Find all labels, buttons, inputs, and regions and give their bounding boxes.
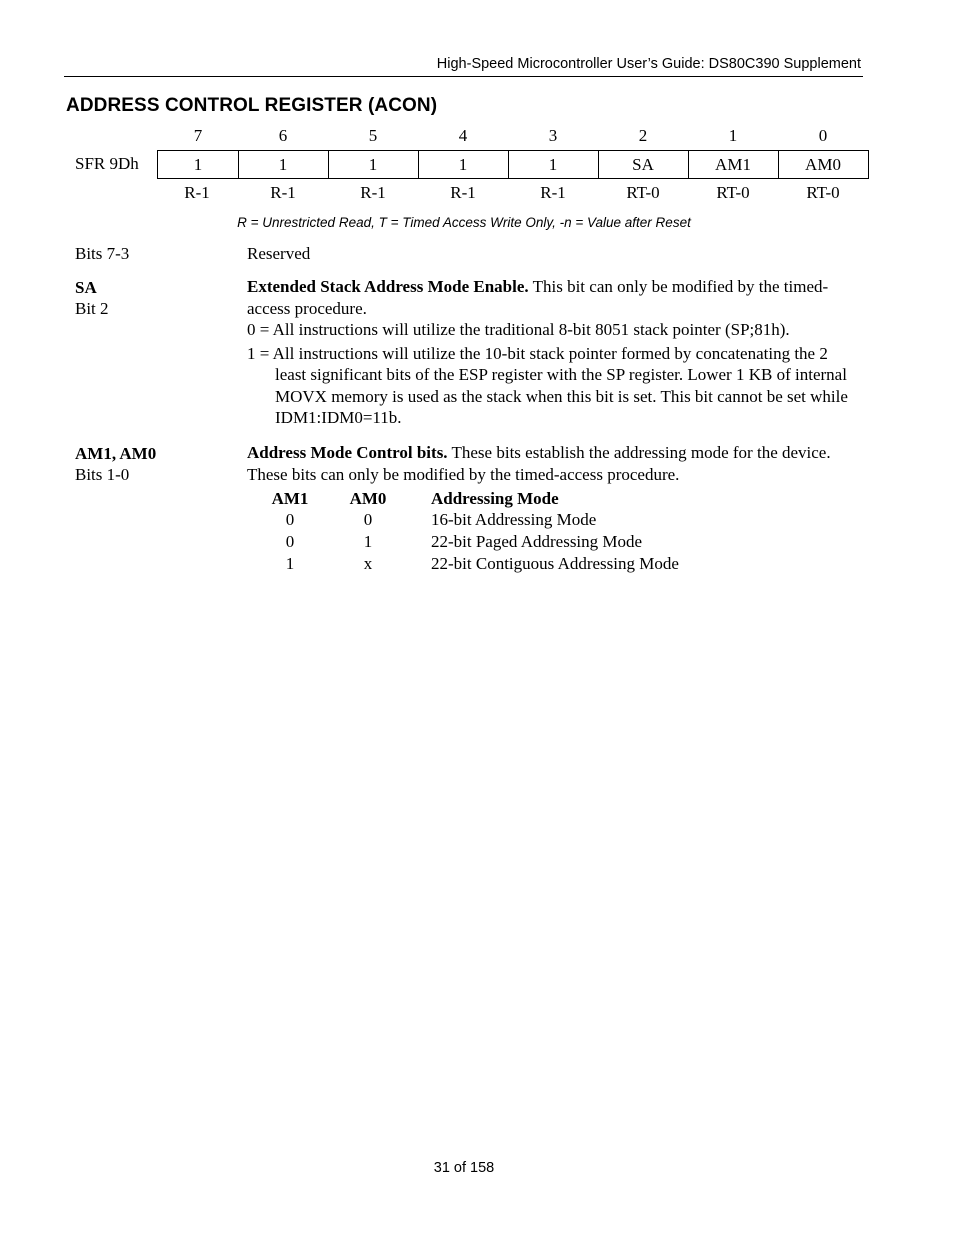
bit-number: 1: [728, 126, 738, 145]
am-bits-name: AM1, AM0: [75, 444, 157, 463]
bit-number: 6: [278, 126, 288, 145]
register-bit-cell: 1: [278, 155, 288, 174]
am-bits-label: [75, 443, 156, 485]
table-header-mode: Addressing Mode: [431, 489, 559, 508]
table-header-am0: AM0: [349, 489, 387, 508]
sa-bit-description: [247, 276, 857, 429]
header-rule: [64, 76, 863, 77]
sa-option-0: 0 = All instructions will utilize the traditional 8-bit 8051 stack pointer (SP;81h).: [247, 320, 790, 339]
sfr-address-label: SFR 9Dh: [75, 154, 139, 173]
table-cell: 0: [285, 510, 295, 529]
reset-value: RT-0: [626, 183, 660, 202]
reset-value: RT-0: [806, 183, 840, 202]
sa-bit-label: [75, 277, 109, 319]
table-cell: 16-bit Addressing Mode: [431, 510, 597, 529]
sa-description-paragraph: [247, 276, 857, 319]
running-header: High-Speed Microcontroller User’s Guide: DS80C390 Supplement: [436, 56, 861, 72]
reset-value: R-1: [450, 183, 476, 202]
table-cell: 1: [285, 554, 295, 573]
page-title: ADDRESS CONTROL REGISTER (ACON): [66, 95, 438, 116]
reset-value: R-1: [360, 183, 386, 202]
bit-number: 7: [193, 126, 203, 145]
register-bit-cell: 1: [193, 155, 203, 174]
bit-number: 0: [818, 126, 828, 145]
bit-number: 2: [638, 126, 648, 145]
reset-value: R-1: [540, 183, 566, 202]
table-cell: 22-bit Contiguous Addressing Mode: [431, 554, 679, 573]
am-bits-position: Bits 1-0: [75, 465, 130, 484]
page-number: 31 of 158: [433, 1160, 495, 1176]
bit-number: 4: [458, 126, 468, 145]
register-bit-field: [157, 150, 869, 179]
sa-option-1: 1 = All instructions will utilize the 10-bit stack pointer formed by concatenating the 2 least significant bits of the ESP register with the SP register. Lower 1 KB of internal MOVX memory is used as the stack when this bit is set. This bit cannot be set while IDM1:IDM0=11b.: [247, 343, 848, 427]
am-bits-description: [247, 442, 857, 485]
reset-value: RT-0: [716, 183, 750, 202]
reset-value: R-1: [184, 183, 210, 202]
table-cell: 0: [363, 510, 373, 529]
table-cell: x: [363, 554, 373, 573]
sa-bit-position: Bit 2: [75, 299, 109, 318]
reset-value: R-1: [270, 183, 296, 202]
sa-bit-name: SA: [75, 278, 97, 297]
bit-number: 5: [368, 126, 378, 145]
table-header-am1: AM1: [271, 489, 309, 508]
sa-description-title: Extended Stack Address Mode Enable.: [247, 277, 529, 296]
register-bit-cell: AM1: [715, 155, 751, 174]
register-bit-cell: AM0: [805, 155, 841, 174]
register-bit-cell: 1: [368, 155, 378, 174]
reserved-bits-description: Reserved: [247, 244, 311, 263]
register-bit-cell: SA: [632, 155, 654, 174]
sa-description-text: This bit can only be modified by the timed-access procedure.: [247, 277, 829, 318]
access-legend: R = Unrestricted Read, T = Timed Access Write Only, -n = Value after Reset: [237, 215, 691, 230]
am-description-title: Address Mode Control bits.: [247, 443, 448, 462]
bit-number: 3: [548, 126, 558, 145]
register-bit-cell: 1: [458, 155, 468, 174]
table-cell: 0: [285, 532, 295, 551]
am-description-text: These bits establish the addressing mode for the device. These bits can only be modified by the timed-access procedure.: [247, 443, 831, 484]
register-bit-cell: 1: [548, 155, 558, 174]
am-description-paragraph: [247, 442, 857, 485]
reserved-bits-label: Bits 7-3: [75, 244, 130, 263]
table-cell: 22-bit Paged Addressing Mode: [431, 532, 643, 551]
table-cell: 1: [363, 532, 373, 551]
